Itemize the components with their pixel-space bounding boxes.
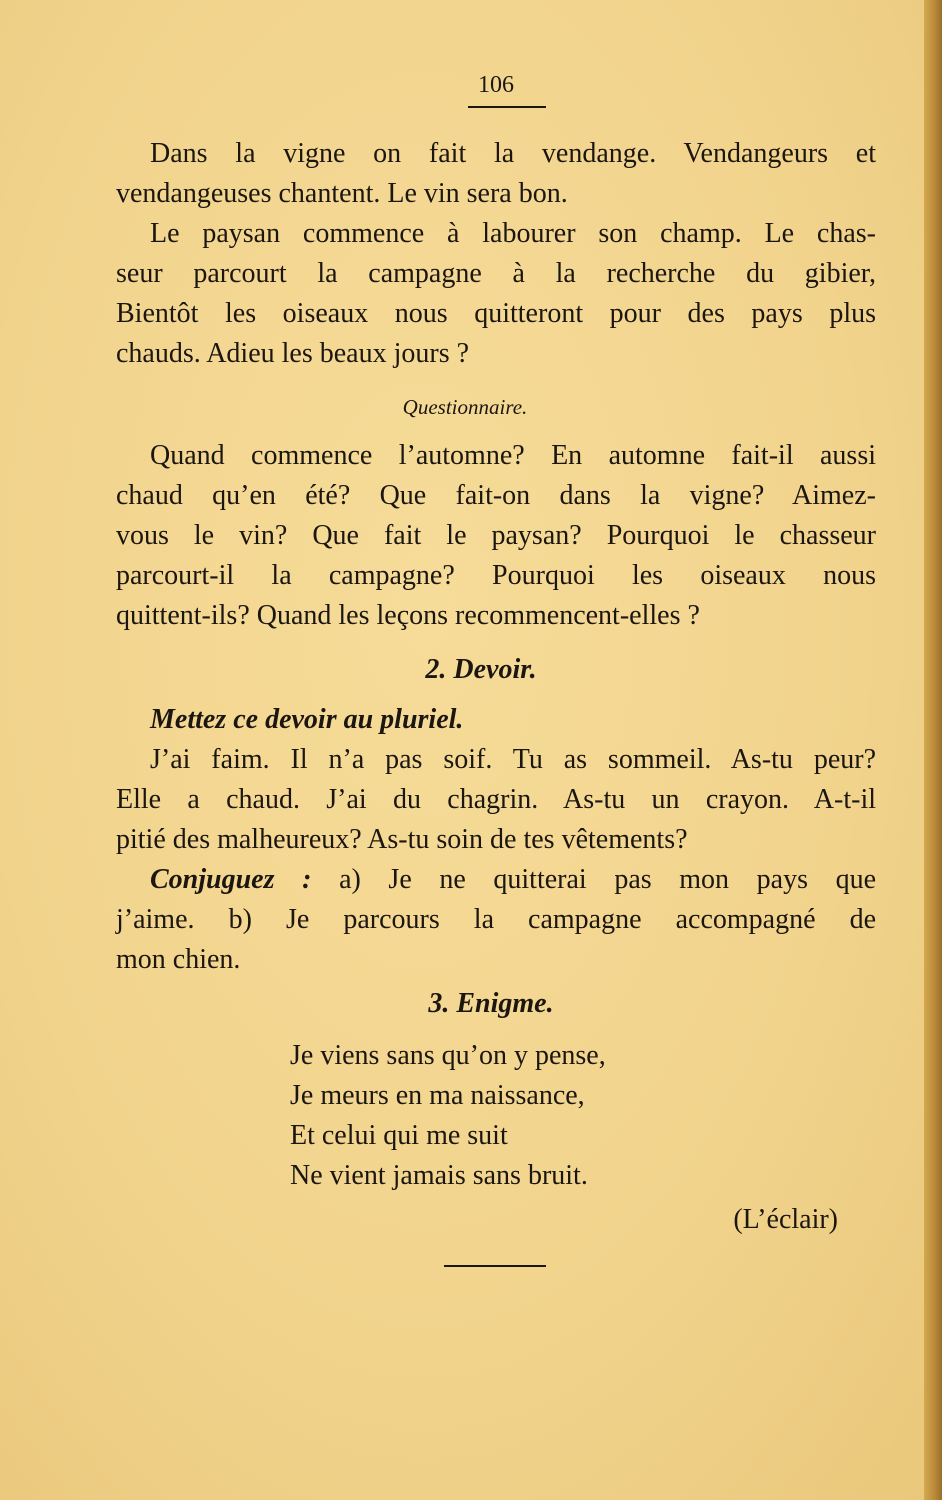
enigme-title: 3. Enigme. [428, 988, 554, 1019]
text-line [116, 860, 876, 900]
poem-line: Je meurs en ma naissance, [290, 1080, 585, 1111]
conjuguez-paragraph [116, 860, 876, 980]
paragraph-paysan [116, 214, 876, 374]
pluriel-paragraph [116, 740, 876, 860]
paragraph-vendange [116, 134, 876, 214]
text-line: j’aime. b) Je parcours la campagne accompagné de [116, 904, 876, 935]
page-number-rule [468, 106, 546, 108]
enigme-poem [290, 1036, 710, 1196]
text-line: seur parcourt la campagne à la recherche du gibier, [116, 258, 876, 289]
text-line: J’ai faim. Il n’a pas soif. Tu as sommeil. As-tu peur? [150, 744, 876, 775]
text-line: chauds. Adieu les beaux jours ? [116, 338, 470, 369]
text-line: quittent-ils? Quand les leçons recommencent-elles ? [116, 600, 700, 631]
questions-paragraph [116, 436, 876, 636]
questionnaire-title: Questionnaire. [402, 395, 528, 419]
enigme-answer: (L’éclair) [733, 1204, 838, 1235]
poem-line: Je viens sans qu’on y pense, [290, 1040, 606, 1071]
devoir-title: 2. Devoir. [425, 654, 537, 685]
text-line: vendangeuses chantent. Le vin sera bon. [116, 178, 568, 209]
text-line: Quand commence l’automne? En automne fait-il aussi [150, 440, 876, 471]
conjuguez-label: Conjuguez : [150, 864, 312, 895]
text-line: Dans la vigne on fait la vendange. Vendangeurs et [150, 138, 876, 169]
page-number: 106 [478, 72, 514, 98]
text-line: vous le vin? Que fait le paysan? Pourquoi le chasseur [116, 520, 876, 551]
text-line: chaud qu’en été? Que fait-on dans la vigne? Aimez- [116, 480, 876, 511]
pluriel-instruction: Mettez ce devoir au pluriel. [150, 704, 464, 735]
text-line: mon chien. [116, 944, 241, 975]
text-line: Le paysan commence à labourer son champ. Le chas- [150, 218, 876, 249]
end-rule [444, 1265, 546, 1267]
poem-line: Et celui qui me suit [290, 1120, 508, 1151]
conjuguez-text: a) Je ne quitterai pas mon pays que [339, 864, 877, 895]
page-edge [924, 0, 942, 1500]
text-line: parcourt-il la campagne? Pourquoi les oiseaux nous [116, 560, 876, 591]
text-line: pitié des malheureux? As-tu soin de tes vêtements? [116, 824, 688, 855]
text-line: Elle a chaud. J’ai du chagrin. As-tu un crayon. A-t-il [116, 784, 876, 815]
text-line: Bientôt les oiseaux nous quitteront pour des pays plus [116, 298, 876, 329]
poem-line: Ne vient jamais sans bruit. [290, 1160, 588, 1191]
